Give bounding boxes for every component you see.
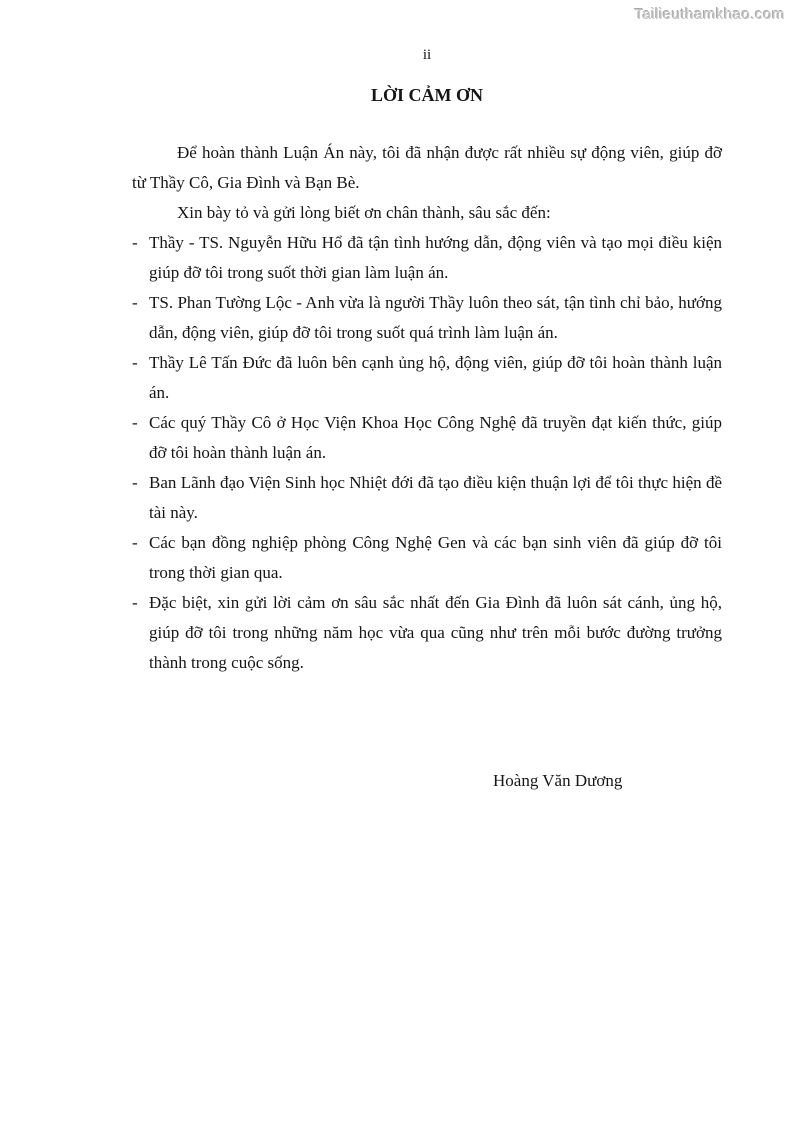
list-item-text: TS. Phan Tường Lộc - Anh vừa là người Thầy luôn theo sát, tận tình chỉ bảo, hướng dẫn, động viên, giúp đỡ tôi trong suốt quá trình làm luận án. [149, 293, 722, 342]
page-number: ii [422, 47, 432, 63]
list-item [132, 408, 722, 468]
watermark-text: Tailieuthamkhao.com [634, 6, 785, 23]
list-item [132, 288, 722, 348]
bullet-dash: - [132, 233, 138, 252]
bullet-dash: - [132, 413, 138, 432]
bullet-dash: - [132, 293, 138, 312]
document-body [132, 138, 722, 678]
list-item-text: Thầy - TS. Nguyễn Hữu Hổ đã tận tình hướng dẫn, động viên và tạo mọi điều kiện giúp đỡ tôi trong suốt thời gian làm luận án. [149, 233, 722, 282]
list-item [132, 528, 722, 588]
author-signature: Hoàng Văn Dương [493, 771, 623, 790]
lead-in-paragraph: Xin bày tỏ và gửi lòng biết ơn chân thành, sâu sắc đến: [177, 203, 551, 222]
list-item-text: Thầy Lê Tấn Đức đã luôn bên cạnh ủng hộ, động viên, giúp đỡ tôi hoàn thành luận án. [149, 353, 722, 402]
list-item [132, 588, 722, 678]
bullet-dash: - [132, 473, 138, 492]
list-item [132, 228, 722, 288]
acknowledgement-list [132, 228, 722, 678]
list-item [132, 468, 722, 528]
bullet-dash: - [132, 353, 138, 372]
bullet-dash: - [132, 593, 138, 612]
list-item-text: Ban Lãnh đạo Viện Sinh học Nhiệt đới đã tạo điều kiện thuận lợi để tôi thực hiện đề tài này. [149, 473, 722, 522]
list-item-text: Đặc biệt, xin gửi lời cảm ơn sâu sắc nhất đến Gia Đình đã luôn sát cánh, ủng hộ, giúp đỡ tôi trong những năm học vừa qua cũng như trên mỗi bước đường trưởng thành trong cuộc sống. [149, 593, 722, 672]
list-item-text: Các bạn đồng nghiệp phòng Công Nghệ Gen và các bạn sinh viên đã giúp đỡ tôi trong thời gian qua. [149, 533, 722, 582]
list-item-text: Các quý Thầy Cô ở Học Viện Khoa Học Công Nghệ đã truyền đạt kiến thức, giúp đỡ tôi hoàn thành luận án. [149, 413, 722, 462]
intro-paragraph: Để hoàn thành Luận Án này, tôi đã nhận được rất nhiều sự động viên, giúp đỡ từ Thầy Cô, Gia Đình và Bạn Bè. [132, 143, 722, 192]
list-item [132, 348, 722, 408]
bullet-dash: - [132, 533, 138, 552]
page-title: LỜI CẢM ƠN [371, 85, 483, 105]
